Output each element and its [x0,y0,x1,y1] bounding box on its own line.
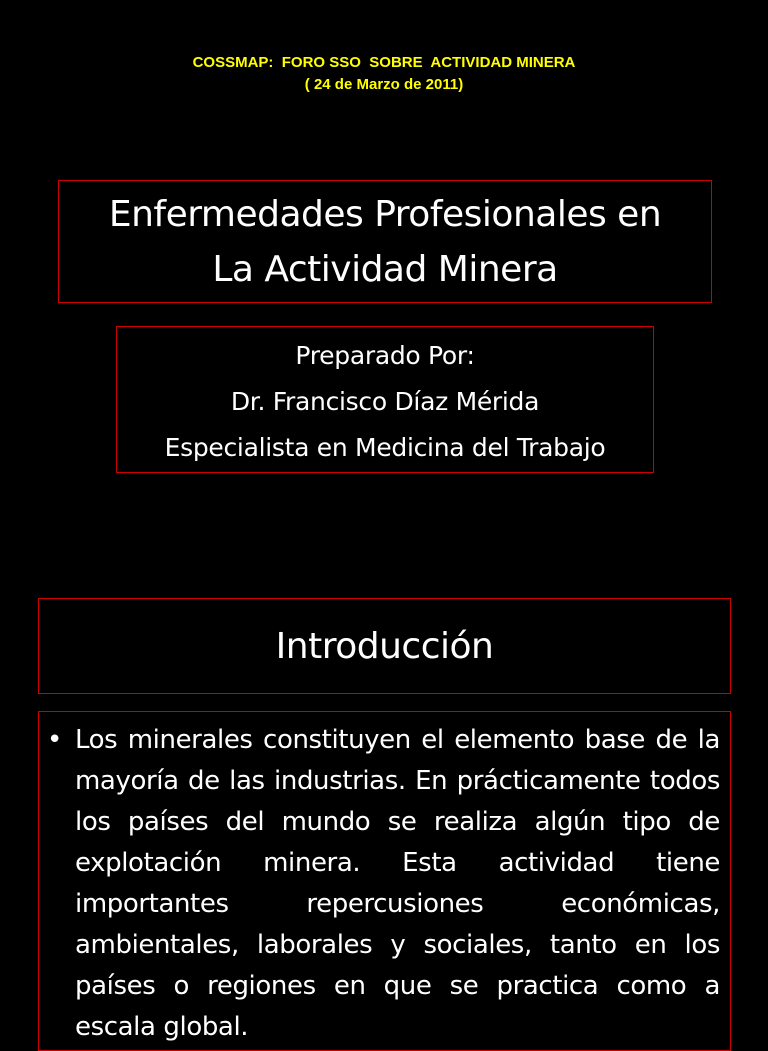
event-header [0,52,768,96]
author-name: Dr. Francisco Díaz Mérida [230,387,540,416]
intro-heading-box [38,598,731,694]
author-specialty: Especialista en Medicina del Trabajo [164,433,606,462]
author-box [116,326,654,473]
event-date: ( 24 de Marzo de 2011) [304,76,464,93]
prepared-by-label: Preparado Por: [295,341,475,370]
presentation-title-line-2: La Actividad Minera [212,249,558,290]
bullet-item [47,720,720,1048]
presentation-title-box [58,180,712,303]
bullet-icon: • [47,725,62,755]
event-title: COSSMAP: FORO SSO SOBRE ACTIVIDAD MINERA [192,54,576,71]
intro-paragraph: Los minerales constituyen el elemento base de la mayoría de las industrias. En prácticamente todos los países del mundo se realiza algún tipo de explotación minera. Esta actividad tiene importantes repercusiones económicas, ambientales, laborales y sociales, tanto en los países o regiones en que se practica como a escala global. [75,725,720,1042]
intro-heading: Introducción [275,626,494,667]
intro-body-box [38,711,731,1051]
presentation-title-line-1: Enfermedades Profesionales en [108,194,662,235]
